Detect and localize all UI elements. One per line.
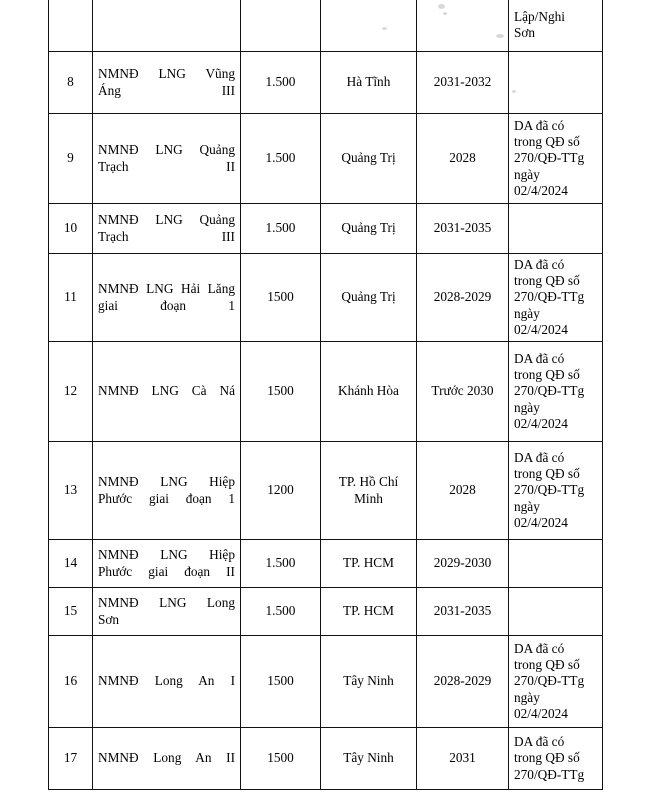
cell-name: NMNĐ LNG Hiệp Phước giai đoạn II xyxy=(93,540,241,588)
cell-capacity: 1500 xyxy=(241,636,321,728)
cell-location: TP. Hồ Chí Minh xyxy=(321,442,417,540)
cell-name: NMNĐ LNG Long Sơn xyxy=(93,588,241,636)
cell-capacity: 1.500 xyxy=(241,114,321,204)
cell-capacity: 1.500 xyxy=(241,204,321,254)
cell-note: DA đã có trong QĐ số 270/QĐ-TTg ngày 02/4/2024 xyxy=(509,342,603,442)
cell-years: 2031 xyxy=(417,728,509,790)
cell-location: Tây Ninh xyxy=(321,636,417,728)
cell-capacity: 1500 xyxy=(241,728,321,790)
cell-capacity: 1200 xyxy=(241,442,321,540)
cell-stt: 14 xyxy=(49,540,93,588)
cell-name: NMNĐ LNG Cà Ná xyxy=(93,342,241,442)
cell-stt: 13 xyxy=(49,442,93,540)
table-row xyxy=(49,728,603,790)
cell-years: 2028-2029 xyxy=(417,636,509,728)
cell-stt: 16 xyxy=(49,636,93,728)
cell-name: NMNĐ Long An II xyxy=(93,728,241,790)
cell-note xyxy=(509,52,603,114)
cell-name: NMNĐ LNG Hiệp Phước giai đoạn 1 xyxy=(93,442,241,540)
cell-location: TP. HCM xyxy=(321,588,417,636)
cell-years: 2031-2032 xyxy=(417,52,509,114)
cell-name: NMNĐ LNG Quảng Trạch II xyxy=(93,114,241,204)
cell-location: TP. HCM xyxy=(321,540,417,588)
table-row xyxy=(49,254,603,342)
cell-location: Tây Ninh xyxy=(321,728,417,790)
cell-capacity: 1.500 xyxy=(241,540,321,588)
table-row xyxy=(49,636,603,728)
cell-name: NMNĐ LNG Hải Lăng giai đoạn 1 xyxy=(93,254,241,342)
cell-name: NMNĐ Long An I xyxy=(93,636,241,728)
cell-capacity: 1.500 xyxy=(241,588,321,636)
cell-note: DA đã có trong QĐ số 270/QĐ-TTg ngày 02/4/2024 xyxy=(509,636,603,728)
cell-stt: 8 xyxy=(49,52,93,114)
table-row xyxy=(49,342,603,442)
cell-capacity: 1500 xyxy=(241,254,321,342)
cell-note: DA đã có trong QĐ số 270/QĐ-TTg xyxy=(509,728,603,790)
cell-years: 2031-2035 xyxy=(417,204,509,254)
cell-capacity xyxy=(241,0,321,52)
cell-stt: 12 xyxy=(49,342,93,442)
power-projects-table xyxy=(48,0,603,790)
cell-location: Quảng Trị xyxy=(321,254,417,342)
cell-name: NMNĐ LNG Quảng Trạch III xyxy=(93,204,241,254)
cell-location: Hà Tĩnh xyxy=(321,52,417,114)
cell-years: 2028-2029 xyxy=(417,254,509,342)
cell-note: Lập/Nghi Sơn xyxy=(509,0,603,52)
cell-stt: 11 xyxy=(49,254,93,342)
cell-stt: 17 xyxy=(49,728,93,790)
cell-years: Trước 2030 xyxy=(417,342,509,442)
table-row xyxy=(49,442,603,540)
cell-years: 2029-2030 xyxy=(417,540,509,588)
table-row xyxy=(49,588,603,636)
cell-location xyxy=(321,0,417,52)
cell-note: DA đã có trong QĐ số 270/QĐ-TTg ngày 02/4/2024 xyxy=(509,442,603,540)
table-row xyxy=(49,52,603,114)
cell-note: DA đã có trong QĐ số 270/QĐ-TTg ngày 02/4/2024 xyxy=(509,114,603,204)
cell-note xyxy=(509,204,603,254)
cell-years: 2031-2035 xyxy=(417,588,509,636)
cell-years: 2028 xyxy=(417,114,509,204)
cell-location: Quảng Trị xyxy=(321,114,417,204)
cell-years xyxy=(417,0,509,52)
table-row xyxy=(49,0,603,52)
cell-location: Quảng Trị xyxy=(321,204,417,254)
cell-stt xyxy=(49,0,93,52)
cell-stt: 15 xyxy=(49,588,93,636)
cell-note: DA đã có trong QĐ số 270/QĐ-TTg ngày 02/4/2024 xyxy=(509,254,603,342)
cell-note xyxy=(509,540,603,588)
table-row xyxy=(49,204,603,254)
cell-name: NMNĐ LNG Vũng Áng III xyxy=(93,52,241,114)
cell-stt: 10 xyxy=(49,204,93,254)
table-row xyxy=(49,114,603,204)
cell-capacity: 1500 xyxy=(241,342,321,442)
cell-capacity: 1.500 xyxy=(241,52,321,114)
cell-stt: 9 xyxy=(49,114,93,204)
table-row xyxy=(49,540,603,588)
cell-location: Khánh Hòa xyxy=(321,342,417,442)
cell-years: 2028 xyxy=(417,442,509,540)
cell-note xyxy=(509,588,603,636)
cell-name xyxy=(93,0,241,52)
